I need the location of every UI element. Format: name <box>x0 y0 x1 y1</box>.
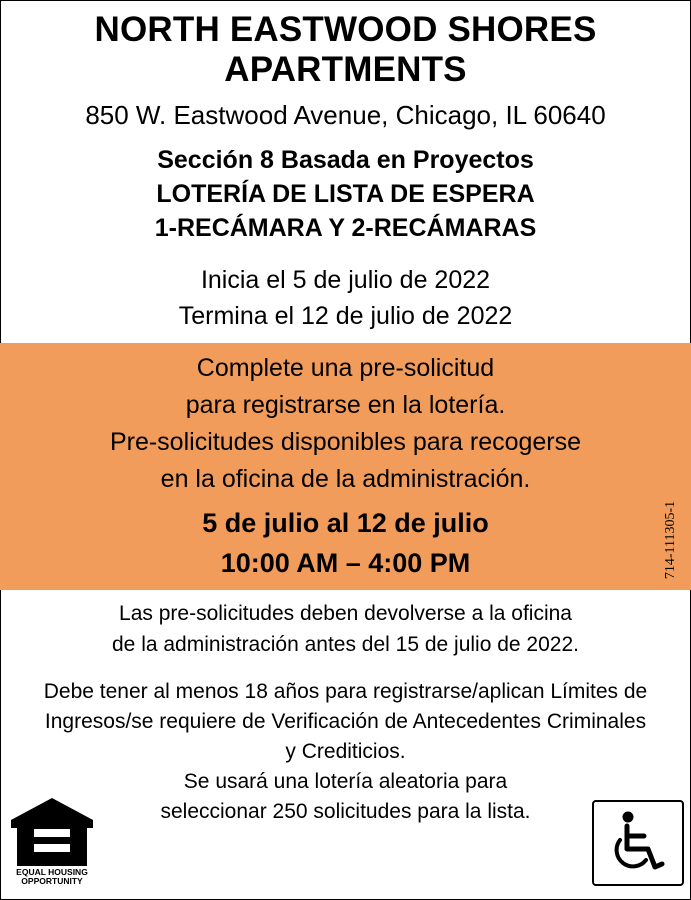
return-notice <box>0 598 691 660</box>
requirement-line: Se usará una lotería aleatoria para <box>183 770 508 793</box>
program-line: 1-RECÁMARA Y 2-RECÁMARAS <box>154 214 537 242</box>
pickup-hours: 10:00 AM – 4:00 PM <box>220 548 471 578</box>
return-line: de la administración antes del 15 de julio de 2022. <box>112 633 579 656</box>
highlight-line: Complete una pre-solicitud <box>196 354 495 382</box>
highlight-line: Pre-solicitudes disponibles para recogerse <box>109 428 582 456</box>
requirement-line: Debe tener al menos 18 años para registrarse/aplican Límites de <box>43 680 648 703</box>
end-date: Termina el 12 de julio de 2022 <box>178 302 513 330</box>
title-line: APARTMENTS <box>224 50 467 89</box>
address: 850 W. Eastwood Avenue, Chicago, IL 60640 <box>85 100 606 130</box>
highlight-line: en la oficina de la administración. <box>160 465 531 493</box>
wheelchair-icon <box>592 800 684 886</box>
requirement-line: y Crediticios. <box>285 740 406 763</box>
start-date: Inicia el 5 de julio de 2022 <box>200 266 491 294</box>
highlight-line: para registrarse en la lotería. <box>185 391 506 419</box>
requirement-line: seleccionar 250 solicitudes para la lista. <box>160 800 531 823</box>
title-line: NORTH EASTWOOD SHORES <box>94 10 597 49</box>
program-line: Sección 8 Basada en Proyectos <box>157 146 534 174</box>
equal-housing-label-line: EQUAL HOUSING <box>16 867 88 877</box>
page-title <box>0 10 691 90</box>
lottery-dates <box>0 262 691 334</box>
pickup-date-range: 5 de julio al 12 de julio <box>202 508 489 538</box>
requirements <box>0 677 691 827</box>
highlight-text <box>0 350 691 498</box>
equal-housing-label-line: OPPORTUNITY <box>21 876 83 886</box>
return-line: Las pre-solicitudes deben devolverse a la oficina <box>119 602 572 625</box>
equal-housing-label <box>9 868 95 886</box>
pickup-schedule <box>0 503 691 583</box>
program-heading <box>0 143 691 245</box>
program-line: LOTERÍA DE LISTA DE ESPERA <box>156 180 535 208</box>
requirement-line: Ingresos/se requiere de Verificación de Antecedentes Criminales <box>44 710 647 733</box>
side-code: 714-111305-1 <box>663 500 678 580</box>
